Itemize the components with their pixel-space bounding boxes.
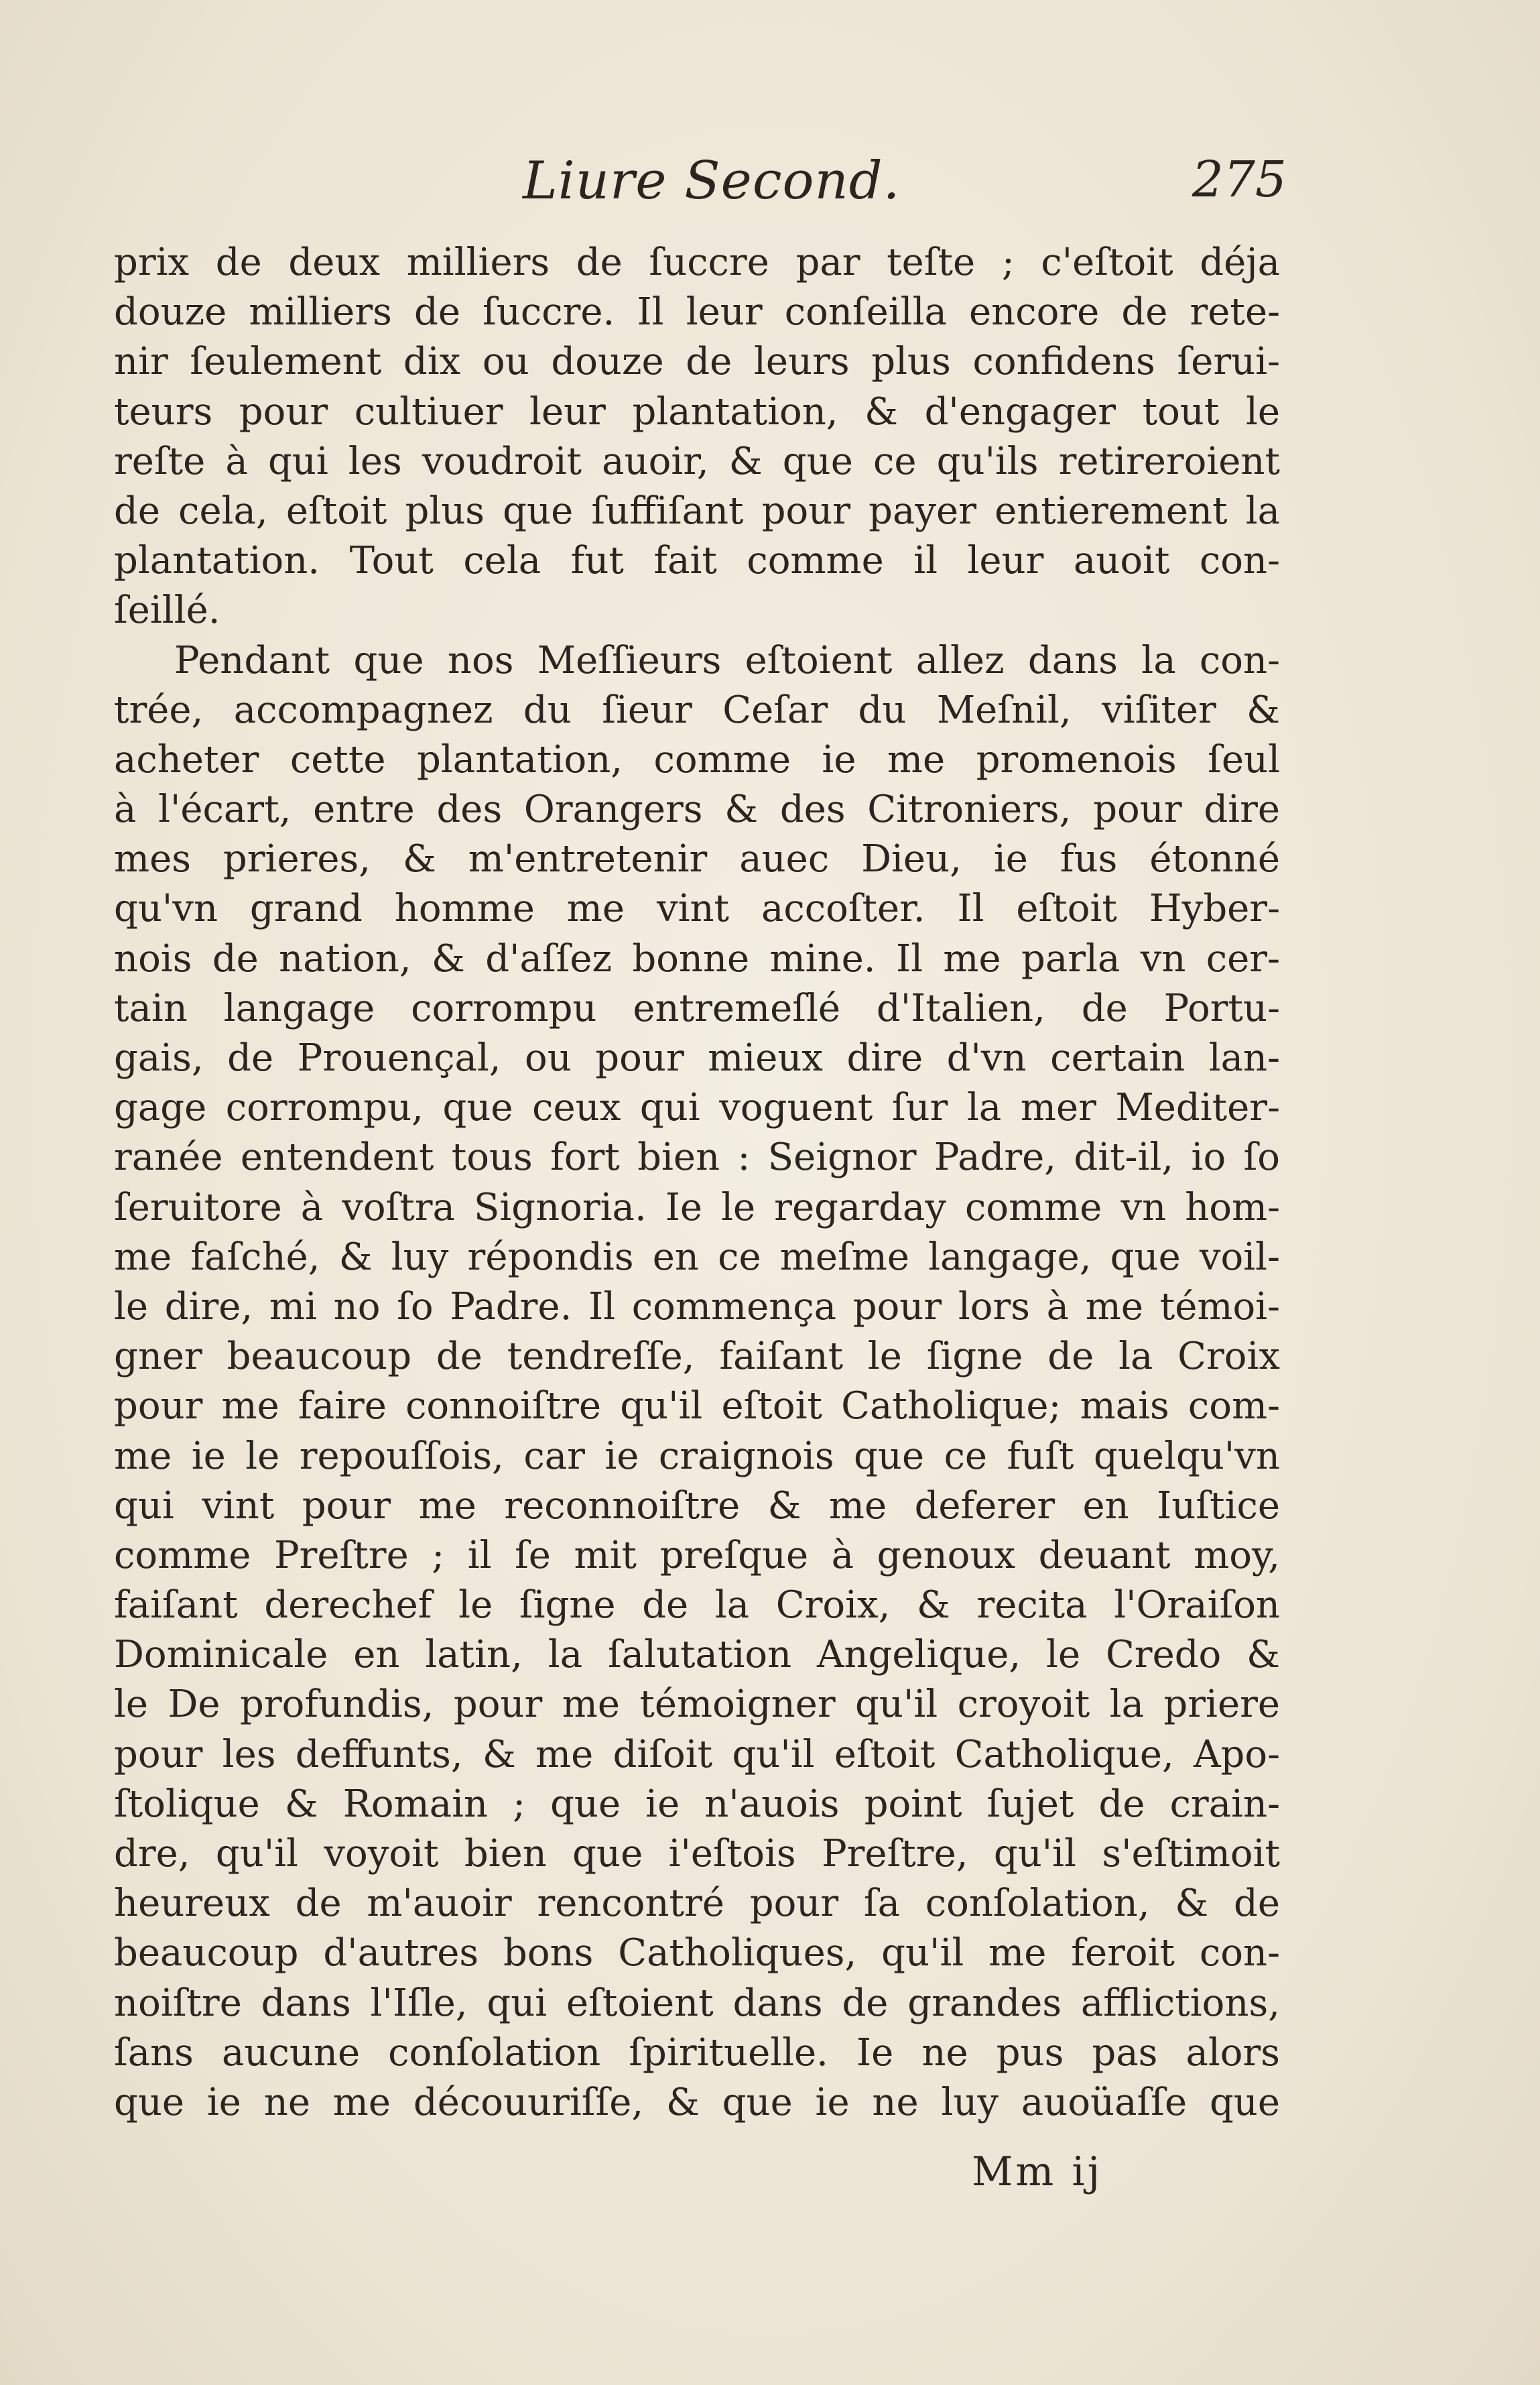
text-line: gner beaucoup de tendreſſe, faiſant le ſigne de la Croix: [114, 1335, 1280, 1379]
text-line: nois de nation, & d'aſſez bonne mine. Il me parla vn cer-: [114, 936, 1280, 981]
text-line: teurs pour cultiuer leur plantation, & d'engager tout le: [114, 389, 1280, 434]
text-line: à l'écart, entre des Orangers & des Citroniers, pour dire: [114, 788, 1280, 832]
text-line: prix de deux milliers de ſuccre par teſte ; c'eſtoit déja: [114, 241, 1280, 284]
text-line: pour me faire connoiſtre qu'il eſtoit Catholique; mais com-: [114, 1384, 1280, 1428]
text-line: gais, de Prouençal, ou pour mieux dire d'vn certain lan-: [114, 1036, 1280, 1080]
text-line: mes prieres, & m'entretenir auec Dieu, ie fus étonné: [114, 837, 1280, 881]
text-line: douze milliers de ſuccre. Il leur conſeilla encore de rete-: [114, 290, 1280, 334]
page-number: 275: [1192, 151, 1287, 208]
text-line: ſans aucune conſolation ſpirituelle. Ie ne pus pas alors: [114, 2030, 1280, 2075]
text-line: comme Preſtre ; il ſe mit preſque à genoux deuant moy,: [114, 1533, 1280, 1577]
text-line: dre, qu'il voyoit bien que i'eſtois Preſtre, qu'il s'eſtimoit: [114, 1832, 1280, 1876]
body-text: [114, 238, 1280, 2128]
text-line: heureux de m'auoir rencontré pour ſa conſolation, & de: [114, 1882, 1280, 1926]
text-line: trée, accompagnez du ſieur Ceſar du Meſnil, viſiter &: [114, 688, 1280, 732]
text-line: qu'vn grand homme me vint accoſter. Il eſtoit Hyber-: [114, 887, 1280, 931]
text-line: ranée entendent tous fort bien : Seignor Padre, dit-il, io ſo: [114, 1136, 1280, 1180]
text-line: beaucoup d'autres bons Catholiques, qu'il me feroit con-: [114, 1931, 1280, 1975]
text-line: faiſant derechef le ſigne de la Croix, & recita l'Oraiſon: [114, 1583, 1280, 1628]
text-line: tain langage corrompu entremeſlé d'Italien, de Portu-: [114, 986, 1280, 1030]
text-line: acheter cette plantation, comme ie me promenois ſeul: [114, 737, 1280, 782]
signature-mark: Mm ij: [972, 2148, 1103, 2195]
text-line: de cela, eſtoit plus que ſuffiſant pour payer entierement la: [114, 489, 1280, 533]
page-header: [121, 151, 1287, 225]
text-line: le dire, mi no ſo Padre. Il commença pour lors à me témoi-: [114, 1284, 1280, 1329]
text-line: Dominicale en latin, la ſalutation Angelique, le Credo &: [114, 1633, 1280, 1677]
text-line: que ie ne me découuriſſe, & que ie ne luy auoüaſſe que: [114, 2080, 1280, 2124]
text-line: qui vint pour me reconnoiſtre & me deferer en Iuſtice: [114, 1483, 1280, 1528]
text-line: gage corrompu, que ceux qui voguent ſur la mer Mediter-: [114, 1086, 1280, 1130]
text-line: plantation. Tout cela fut fait comme il leur auoit con-: [114, 539, 1280, 583]
text-line: reſte à qui les voudroit auoir, & que ce qu'ils retireroient: [114, 439, 1280, 483]
text-line: me faſché, & luy répondis en ce meſme langage, que voil-: [114, 1235, 1280, 1279]
running-title: Liure Second.: [523, 151, 901, 211]
text-line: ſeillé.: [114, 589, 220, 633]
text-line: me ie le repouſſois, car ie craignois que ce fuſt quelqu'vn: [114, 1434, 1280, 1478]
text-line: Pendant que nos Meſſieurs eſtoient allez dans la con-: [174, 638, 1280, 682]
text-line: noiſtre dans l'Iſle, qui eſtoient dans de grandes afflictions,: [114, 1981, 1280, 2025]
text-line: ſtolique & Romain ; que ie n'auois point ſujet de crain-: [114, 1782, 1280, 1826]
text-line: nir ſeulement dix ou douze de leurs plus confidens ſerui-: [114, 340, 1280, 384]
text-line: le De profundis, pour me témoigner qu'il croyoit la priere: [114, 1683, 1280, 1727]
text-line: pour les deffunts, & me diſoit qu'il eſtoit Catholique, Apo-: [114, 1732, 1280, 1776]
text-line: ſeruitore à voſtra Signoria. Ie le regarday comme vn hom-: [114, 1185, 1280, 1229]
